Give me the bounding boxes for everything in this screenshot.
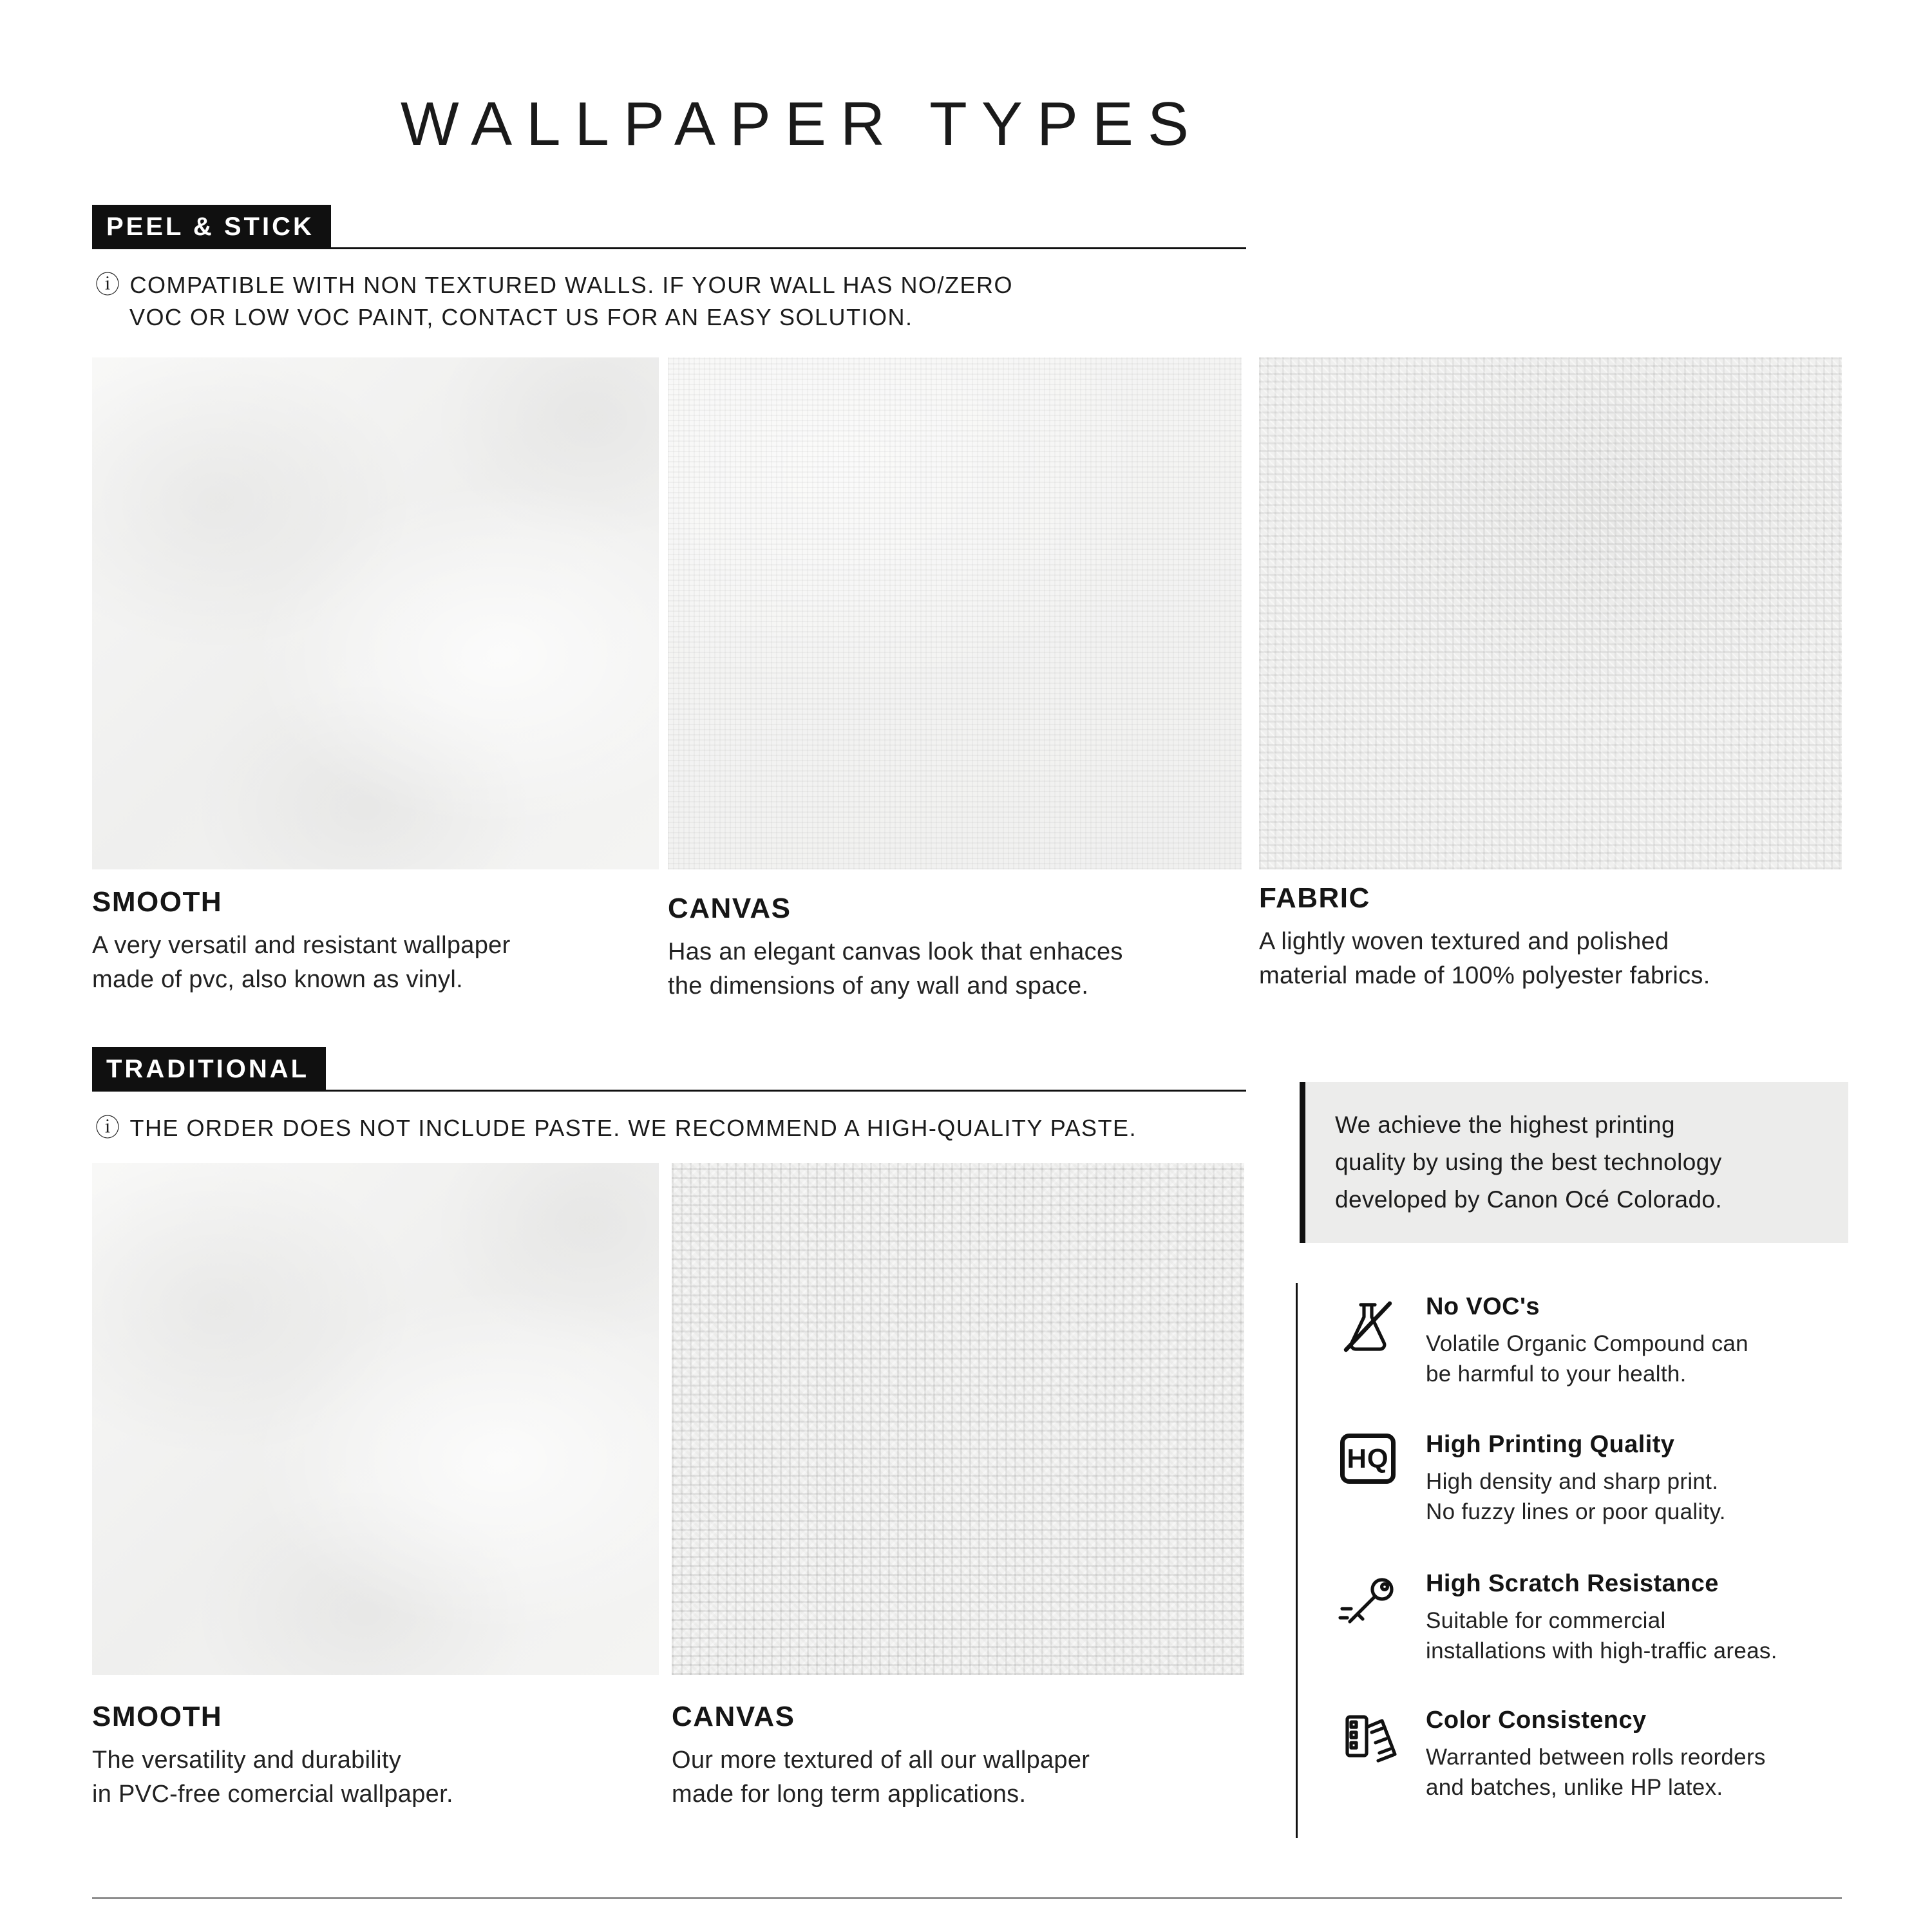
page-title: WALLPAPER TYPES [401,90,1203,158]
swatch-name: CANVAS [672,1701,795,1732]
feature-title: No VOC's [1426,1293,1540,1320]
swatch-description: Has an elegant canvas look that enhaces the dimensions of any wall and space. [668,938,1123,999]
features-divider [1296,1283,1298,1838]
feature-title: High Scratch Resistance [1426,1570,1719,1597]
printing-quality-callout: We achieve the highest printing quality by using the best technology developed by Canon Océ Colorado. [1300,1082,1848,1243]
smooth-texture-image [92,1163,659,1675]
info-icon: ⓘ [95,272,121,299]
section-header-traditional [92,1047,1246,1092]
swatch-card-tr-smooth [92,1163,659,1812]
color-consistency-icon [1334,1707,1401,1803]
peel-stick-rule [331,247,1246,249]
feature-color-consistency [1334,1707,1850,1803]
section-header-peel-stick [92,205,1246,249]
feature-scratch-resistance [1334,1570,1850,1666]
feature-title: Color Consistency [1426,1707,1647,1734]
peel-stick-note-line1: COMPATIBLE WITH NON TEXTURED WALLS. IF YOUR WALL HAS NO/ZERO [129,272,1014,298]
smooth-texture-image [92,357,659,869]
traditional-note-line1: THE ORDER DOES NOT INCLUDE PASTE. WE RECOMMEND A HIGH-QUALITY PASTE. [129,1115,1137,1141]
swatch-description: A lightly woven textured and polished material made of 100% polyester fabrics. [1259,928,1710,989]
peel-stick-label: PEEL & STICK [92,205,331,249]
bottom-divider [92,1897,1842,1899]
swatch-description: A very versatil and resistant wallpaper made of pvc, also known as vinyl. [92,932,511,993]
peel-stick-note-line2: VOC OR LOW VOC PAINT, CONTACT US FOR AN EASY SOLUTION. [129,304,913,330]
feature-description: Suitable for commercial installations with high-traffic areas. [1426,1608,1777,1663]
feature-high-printing-quality [1334,1431,1850,1527]
swatch-name: SMOOTH [92,1701,223,1732]
swatch-name: SMOOTH [92,886,223,918]
traditional-rule [326,1090,1246,1092]
no-voc-icon [1334,1293,1401,1389]
feature-description: Volatile Organic Compound can be harmful to your health. [1426,1331,1748,1387]
peel-stick-note [95,269,1013,334]
feature-description: Warranted between rolls reorders and batches, unlike HP latex. [1426,1745,1766,1800]
canvas-texture-image [672,1163,1244,1675]
traditional-note [95,1112,1137,1144]
swatch-name: FABRIC [1259,882,1370,914]
swatch-card-ps-canvas [668,357,1242,1003]
swatch-card-ps-fabric [1259,357,1842,993]
traditional-label: TRADITIONAL [92,1047,326,1092]
info-icon: ⓘ [95,1115,121,1142]
feature-title: High Printing Quality [1426,1431,1675,1458]
swatch-description: Our more textured of all our wallpaper made for long term applications. [672,1747,1090,1808]
swatch-description: The versatility and durability in PVC-free comercial wallpaper. [92,1747,453,1808]
feature-no-vocs [1334,1293,1850,1389]
fabric-texture-image [1259,357,1842,869]
feature-description: High density and sharp print. No fuzzy lines or poor quality. [1426,1469,1726,1524]
swatch-name: CANVAS [668,893,791,924]
scratch-resistance-icon [1334,1570,1401,1666]
swatch-card-ps-smooth [92,357,659,997]
canvas-texture-image [668,357,1242,869]
swatch-card-tr-canvas [672,1163,1244,1812]
high-printing-quality-icon [1334,1431,1401,1527]
hq-badge: HQ [1340,1434,1396,1484]
